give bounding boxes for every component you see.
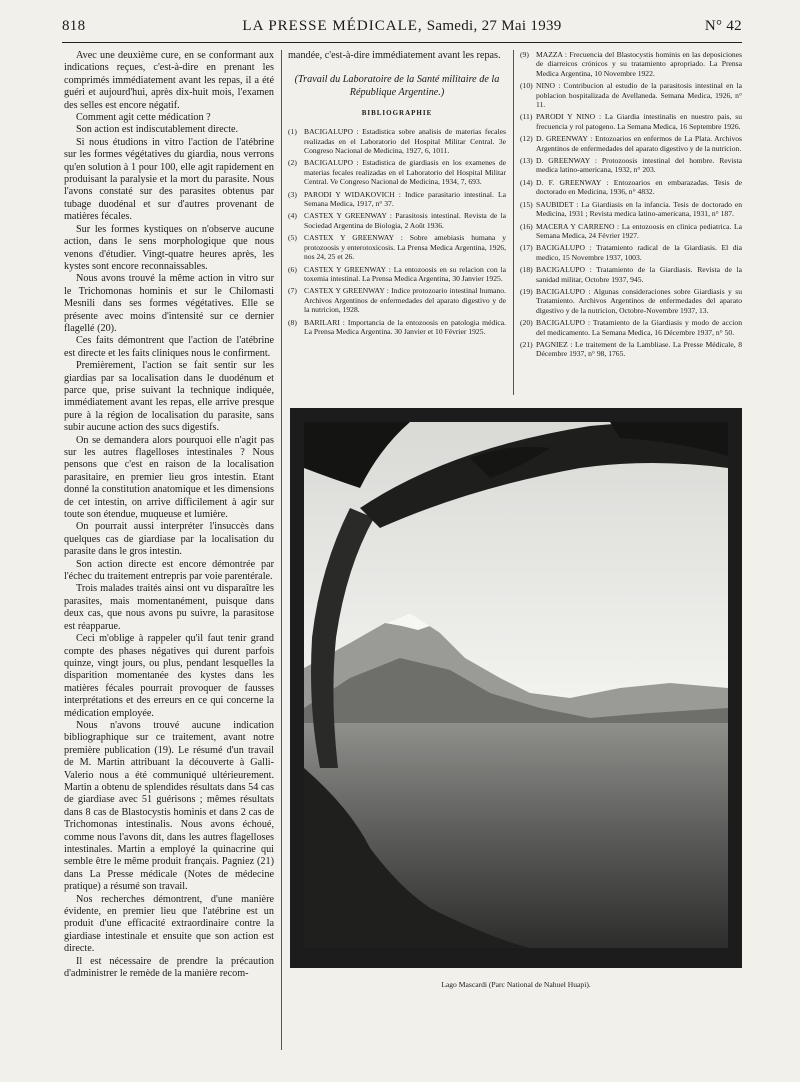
bibliography-entry-text: NINO : Contribucion al estudio de la parasitosis intestinal en la poblacion hospitalizada de Avellaneda. Semana Medica, 1926, n° 11.	[536, 81, 742, 110]
bibliography-entry-text: D. F. GREENWAY : Entozoarios en embarazadas. Tesis de doctorado en Medicina, 1936, n° 4832.	[536, 177, 742, 197]
bibliography-entry-number: (4)	[288, 211, 297, 221]
bibliography-entry-text: PARODI Y WIDAKOVICH : Indice parasitario intestinal. La Semana Medica, 1917, n° 37.	[304, 189, 506, 209]
bibliography-entry-text: BARILARI : Importancia de la entozoosis en patologia médica. La Prensa Medica Argentina. 30 Janvier et 10 Février 1925.	[304, 317, 506, 336]
bibliography-entry-text: BACIGALUPO : Tratamiento de la Giardiasis y modo de accion del medicamento. La Semana Medica, 16 Décembre 1937, n° 50.	[536, 318, 742, 337]
bibliography-entry	[520, 340, 742, 359]
bibliography-entry-text: BACIGALUPO : Tratamiento radical de la Giardiasis. El dia medico, 15 Novembre 1937, 1003.	[536, 243, 742, 262]
bibliography-column-right	[520, 50, 742, 395]
bibliography-entry-number: (2)	[288, 158, 297, 168]
bibliography-entry-text: SAUBIDET : La Giardiasis en la infancia. Tesis de doctorado en Medicina, 1931 ; Revista medica latino-americana, 1931, n° 187.	[536, 199, 742, 219]
article-column-left	[64, 50, 274, 1050]
bibliography-entry-number: (14)	[520, 177, 533, 187]
bibliography-entry	[520, 50, 742, 78]
article-paragraph: Premièrement, l'action se fait sentir sur les giardias par sa localisation dans le duodénum et parce que, prise suivant la technique indiquée, immédiatement avant les repas, elle arrive presque pure à la région de localisation du parasite, sans subir aucune action des sucs digestifs.	[64, 360, 274, 434]
issue-date: Samedi, 27 Mai 1939	[426, 18, 562, 34]
article-paragraph: Comment agit cette médication ?	[76, 112, 211, 124]
bibliography-entry-number: (10)	[520, 81, 533, 91]
bibliography-entry	[520, 318, 742, 337]
bibliography-list-part-1	[288, 127, 506, 336]
bibliography-entry	[288, 318, 506, 337]
bibliography-entry-text: BACIGALUPO : Estadistica sobre analisis de materias fecales realizadas en el Laboratorio del Hospital Militar Central. 3e Congreso Nacional de Medicina, 1927, 6, 1011.	[304, 127, 506, 156]
article-paragraph: Il est nécessaire de prendre la précaution d'administrer le remède de la manière recom-	[64, 955, 274, 980]
bibliography-entry-number: (16)	[520, 221, 533, 231]
bibliography-entry-number: (15)	[520, 199, 533, 209]
article-column-middle	[288, 50, 506, 395]
bibliography-entry-text: BACIGALUPO : Estadistica de giardiasis en los examenes de materias fecales realizadas en el Laboratorio del Hospital Militar Central. Ve Congreso Nacional de Medicina, 1934, 7, 693.	[304, 158, 506, 187]
journal-name: LA PRESSE MÉDICALE,	[242, 18, 423, 34]
bibliography-entry-text: CASTEX Y GREENWAY : Sobre amebiasis humana y protozoosis y enterotoxicosis. La Prensa Medica Argentina, 1926, nos 24, 25 et 26.	[304, 233, 506, 262]
bibliography-entry-number: (21)	[520, 339, 533, 349]
bibliography-entry-text: CASTEX Y GREENWAY : Indice protozoario intestinal humano. Archivos Argentinos de enfermedades del aparato digestivo y de la nutricion, 1928.	[304, 286, 506, 315]
article-paragraph: Nous n'avons trouvé aucune indication bibliographique sur ce traitement, avant notre première publication (19). Le résumé d'un travail de M. Martin attribuant la découverte à Galli-Valerio nous a été communiqué ultérieurement. Martin a obtenu de splendides résultats dans 54 cas de giardiase avec 51 guérisons ; mêmes résultats dans 8 cas de Blastocystis hominis et dans 2 cas de Trichomonas intestinalis. Nous avons échoué, comme nous l'avons dit, dans les autres flagelloses intestinales. Martin a employé la quinacrine qui semble être le même produit français. Pagniez (21) dans La Presse médicale (Notes de médecine pratique) a résumé son travail.	[64, 719, 274, 893]
bibliography-entry	[520, 81, 742, 109]
bibliography-entry-number: (13)	[520, 156, 533, 166]
bibliography-entry-number: (7)	[288, 286, 297, 296]
article-paragraph: On pourrait aussi interpréter l'insuccès dans quelques cas de giardiase par la localisation du parasite dans le gros intestin.	[64, 521, 274, 558]
bibliography-entry-number: (8)	[288, 317, 297, 327]
bibliography-entry-text: D. GREENWAY : Protozoosis intestinal del hombre. Revista medica latino-americana, 1932, n° 203.	[536, 156, 742, 175]
page-number: 818	[62, 18, 86, 34]
photo-caption: Lago Mascardi (Parc National de Nahuel Huapi).	[441, 980, 591, 989]
bibliography-entry	[288, 233, 506, 261]
article-paragraph: Avec une deuxième cure, en se conformant aux indications reçues, c'est-à-dire en prenant les comprimés immédiatement avant les repas, il a été guéri et aujourd'hui, après dix-huit mois, l'examen des selles est encore négatif.	[64, 50, 274, 111]
article-paragraph: Son action est indiscutablement directe.	[76, 124, 239, 136]
bibliography-heading: BIBLIOGRAPHIE	[361, 109, 433, 118]
laboratory-credit: (Travail du Laboratoire de la Santé militaire de la République Argentine.)	[294, 74, 500, 98]
bibliography-entry	[520, 222, 742, 241]
article-paragraph: Nous avons trouvé la même action in vitro sur le Trichomonas hominis et sur le Chilomasti Mesnili dans ses formes végétatives. Elle se présente avec moins d'intensité sur ce dernier flagellé (20).	[64, 273, 274, 334]
journal-title	[62, 18, 742, 35]
article-paragraph: Nos recherches démontrent, d'une manière évidente, en premier lieu que l'atébrine est un produit d'une efficacité extraordinaire contre la giardiase intestinale et ensuite que son action est directe.	[64, 893, 274, 955]
bibliography-entry-number: (6)	[288, 264, 297, 274]
bibliography-entry	[520, 178, 742, 197]
bibliography-entry	[520, 200, 742, 219]
bibliography-entry	[288, 286, 506, 314]
article-paragraph: Son action directe est encore démontrée par l'échec du traitement entrepris par voie parentérale.	[64, 558, 274, 583]
bibliography-entry-number: (11)	[520, 112, 533, 122]
bibliography-entry-number: (18)	[520, 265, 533, 275]
bibliography-entry	[288, 127, 506, 155]
bibliography-entry-text: CASTEX Y GREENWAY : Parasitosis intestinal. Revista de la Sociedad Argentina de Biologia, 2 Août 1936.	[304, 211, 506, 230]
bibliography-entry-number: (3)	[288, 189, 297, 199]
bibliography-entry-text: MAZZA : Frecuencia del Blastocystis hominis en las deposiciones de diarreicos crónicos y su tratamiento apropriado. La Prensa Medica Argentina, 10 Novembre 1922.	[536, 50, 742, 78]
bibliography-entry	[288, 211, 506, 230]
bibliography-entry-text: PAGNIEZ : Le traitement de la Lambliase. La Presse Médicale, 8 Décembre 1937, n° 98, 1765.	[536, 339, 742, 359]
bibliography-entry	[288, 190, 506, 209]
column-divider-right	[513, 50, 514, 395]
bibliography-entry-text: MACERA Y CARRENO : La entozoosis en clinica pediatrica. La Semana Medica, 24 Février 1927.	[536, 221, 742, 240]
header-rule	[62, 42, 742, 43]
landscape-photo	[290, 408, 742, 968]
column-divider-left	[281, 50, 282, 1050]
bibliography-entry-number: (20)	[520, 318, 533, 328]
bibliography-entry-number: (9)	[520, 50, 529, 59]
bibliography-entry-number: (19)	[520, 286, 533, 296]
bibliography-entry-text: D. GREENWAY : Entozoarios en enfermos de La Plata. Archivos Argentinos de enfermedades del aparato digestivo y de la nutricion.	[536, 134, 742, 153]
article-paragraph: Sur les formes kystiques on n'observe aucune action, dans le sens morphologique que nous venons d'étudier. Vingt-quatre heures après, les kystes sont encore reconnaissables.	[64, 223, 274, 272]
bibliography-entry	[520, 265, 742, 284]
article-paragraph: Ceci m'oblige à rappeler qu'il faut tenir grand compte des phases négatives qui durent parfois quinze, vingt jours, ou plus, pendant lesquelles la disparition momentanée des kystes dans les matières fécales pourrait provoquer de fausses interprétations et des erreurs en ce qui concerne la médication employée.	[64, 633, 274, 719]
bibliography-entry	[288, 265, 506, 284]
article-paragraph: On se demandera alors pourquoi elle n'agit pas sur les autres flagelloses intestinales ? Nous pensons que c'est en raison de la localisation parasitaire, en premier lieu gros intestin. Etant donné la constitution anatomique et les dimensions de cet intestin, on arrive difficilement à agir sur toute son étendue, muqueuse et lumière.	[64, 434, 274, 521]
bibliography-entry	[520, 134, 742, 153]
bibliography-entry-number: (5)	[288, 233, 297, 243]
bibliography-entry	[520, 243, 742, 262]
bibliography-entry	[520, 156, 742, 175]
bibliography-entry-text: PARODI Y NINO : La Giardia intestinalis en nuestro pais, su frecuencia y rol patogeno. La Semana Medica, 16 Septembre 1926.	[536, 112, 742, 131]
bibliography-entry-number: (1)	[288, 127, 297, 137]
bibliography-entry-text: BACIGALUPO : Tratamiento de la Giardiasis. Revista de la sanidad militar, Octobre 1937, 945.	[536, 265, 742, 284]
issue-number: N° 42	[704, 18, 742, 34]
bibliography-entry-number: (12)	[520, 134, 533, 144]
article-paragraph: Si nous étudions in vitro l'action de l'atébrine sur les formes végétatives du giardia, nous verrons qu'en solution à 1 pour 100, elle agit rapidement en produisant la paralysie et la mort du parasite. Nous l'avons constaté sur des parasites obtenus par tubage duodénal et sur d'autres provenant de matières fécales.	[64, 136, 274, 223]
article-continuation: mandée, c'est-à-dire immédiatement avant les repas.	[288, 50, 501, 61]
bibliography-list-part-2	[520, 50, 742, 359]
bibliography-entry	[520, 112, 742, 131]
article-paragraph: Trois malades traités ainsi ont vu disparaître les parasites, mais momentanément, puisque dans deux cas, que nous avons pu suivre, la parasitose est réapparue.	[64, 583, 274, 632]
bibliography-entry-number: (17)	[520, 243, 533, 253]
bibliography-entry-text: BACIGALUPO : Algunas consideraciones sobre Giardiasis y su Tratamiento. Archivos Argentinos de enfermedades del aparato digestivo y de la nutricion, Octobre-Novembre 1937, 13.	[536, 286, 742, 315]
article-paragraph: Ces faits démontrent que l'action de l'atébrine est directe et les faits cliniques nous le confirment.	[64, 335, 274, 359]
bibliography-entry	[520, 287, 742, 315]
bibliography-entry	[288, 158, 506, 186]
lake-mountain-illustration	[290, 408, 742, 968]
page-header	[62, 18, 742, 40]
bibliography-entry-text: CASTEX Y GREENWAY : La entozoosis en su relacion con la toxemia intestinal. La Prensa Medica Argentina, 30 Janvier 1925.	[304, 264, 506, 283]
